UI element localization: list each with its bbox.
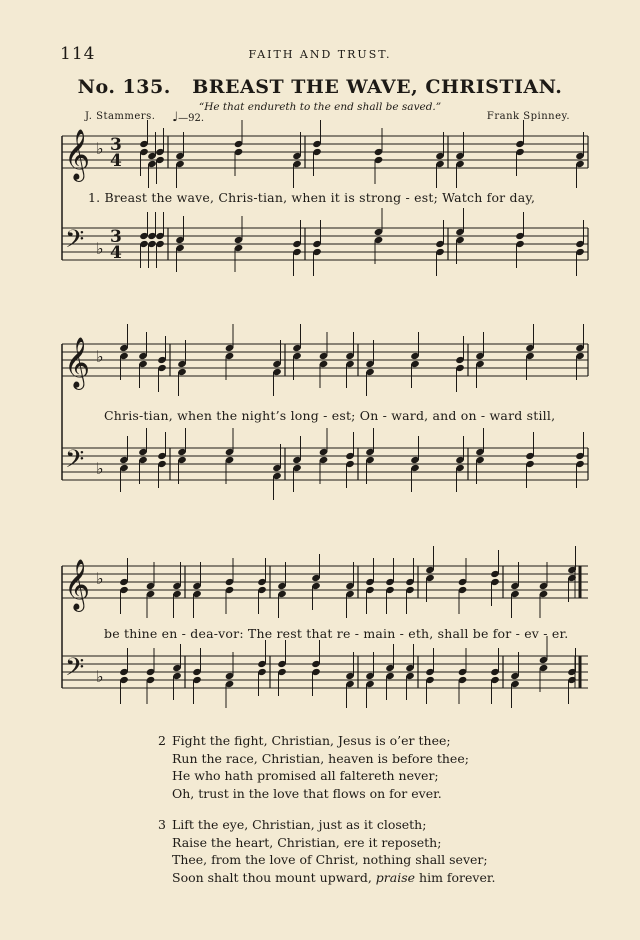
- verse-line: Oh, trust in the love that flows on for ever.: [172, 785, 442, 801]
- verse-number: 2: [158, 733, 166, 748]
- composer-credit: J. Stammers.: [85, 111, 156, 122]
- time-signature: 4: [110, 151, 122, 171]
- flat-icon: ♭: [96, 139, 104, 158]
- verse-line: Raise the heart, Christian, ere it reposeth;: [172, 834, 442, 850]
- stanza-2: [158, 732, 495, 802]
- author-credit: Frank Spinney.: [486, 111, 570, 122]
- epigraph: “He that endureth to the end shall be saved.”: [198, 101, 442, 113]
- tempo-value: 92.: [188, 113, 205, 124]
- verse-text: him forever.: [415, 869, 496, 885]
- quarter-note-icon: ♩: [172, 110, 179, 125]
- flat-icon: ♭: [96, 239, 104, 258]
- time-signature: 3: [110, 135, 122, 155]
- hymn-title-text: BREAST THE WAVE, CHRISTIAN.: [192, 76, 563, 98]
- flat-icon: ♭: [96, 569, 104, 588]
- verse-text: Lift the eye, Christian, just as it closeth;: [172, 817, 427, 832]
- verse-number: 3: [158, 817, 166, 832]
- stanza-3: [158, 816, 495, 886]
- flat-icon: ♭: [96, 667, 104, 686]
- verse-line: [158, 732, 495, 750]
- verse-line: [158, 869, 495, 887]
- bass-clef-icon: 𝄢: [65, 445, 85, 480]
- tempo-marking: ♩—92.: [172, 110, 205, 125]
- lyric-line-1: 1. Breast the wave, Chris-tian, when it is strong - est; Watch for day,: [88, 190, 536, 205]
- flat-icon: ♭: [96, 347, 104, 366]
- running-head: FAITH AND TRUST.: [248, 48, 392, 61]
- verse-line: Thee, from the love of Christ, nothing shall sever;: [172, 852, 488, 867]
- flat-icon: ♭: [96, 459, 104, 478]
- bass-clef-icon: 𝄢: [65, 653, 85, 688]
- treble-clef-icon: 𝄞: [64, 129, 91, 180]
- verse-line: He who hath promised all faltereth never;: [172, 768, 439, 783]
- lyric-line-2: Chris-tian, when the night’s long - est; On - ward, and on - ward still,: [104, 408, 556, 423]
- verse-line: [158, 816, 495, 834]
- bass-clef-icon: 𝄢: [65, 225, 85, 260]
- treble-clef-icon: 𝄞: [64, 559, 91, 610]
- verse-line: Run the race, Christian, heaven is before thee;: [172, 750, 469, 766]
- verse-text: Fight the fight, Christian, Jesus is o’er thee;: [172, 733, 451, 748]
- lyric-line-3: be thine en - dea-vor: The rest that re - main - eth, shall be for - ev - er.: [104, 626, 569, 641]
- hymn-number: No. 135.: [77, 76, 171, 98]
- verses: [158, 732, 495, 900]
- verse-text: Soon shalt thou mount upward,: [172, 869, 372, 885]
- time-signature: 3: [110, 227, 122, 247]
- time-signature: 4: [110, 243, 122, 263]
- verse-emphasis: praise: [375, 869, 416, 885]
- treble-clef-icon: 𝄞: [64, 337, 91, 388]
- page-number: 114: [60, 44, 96, 64]
